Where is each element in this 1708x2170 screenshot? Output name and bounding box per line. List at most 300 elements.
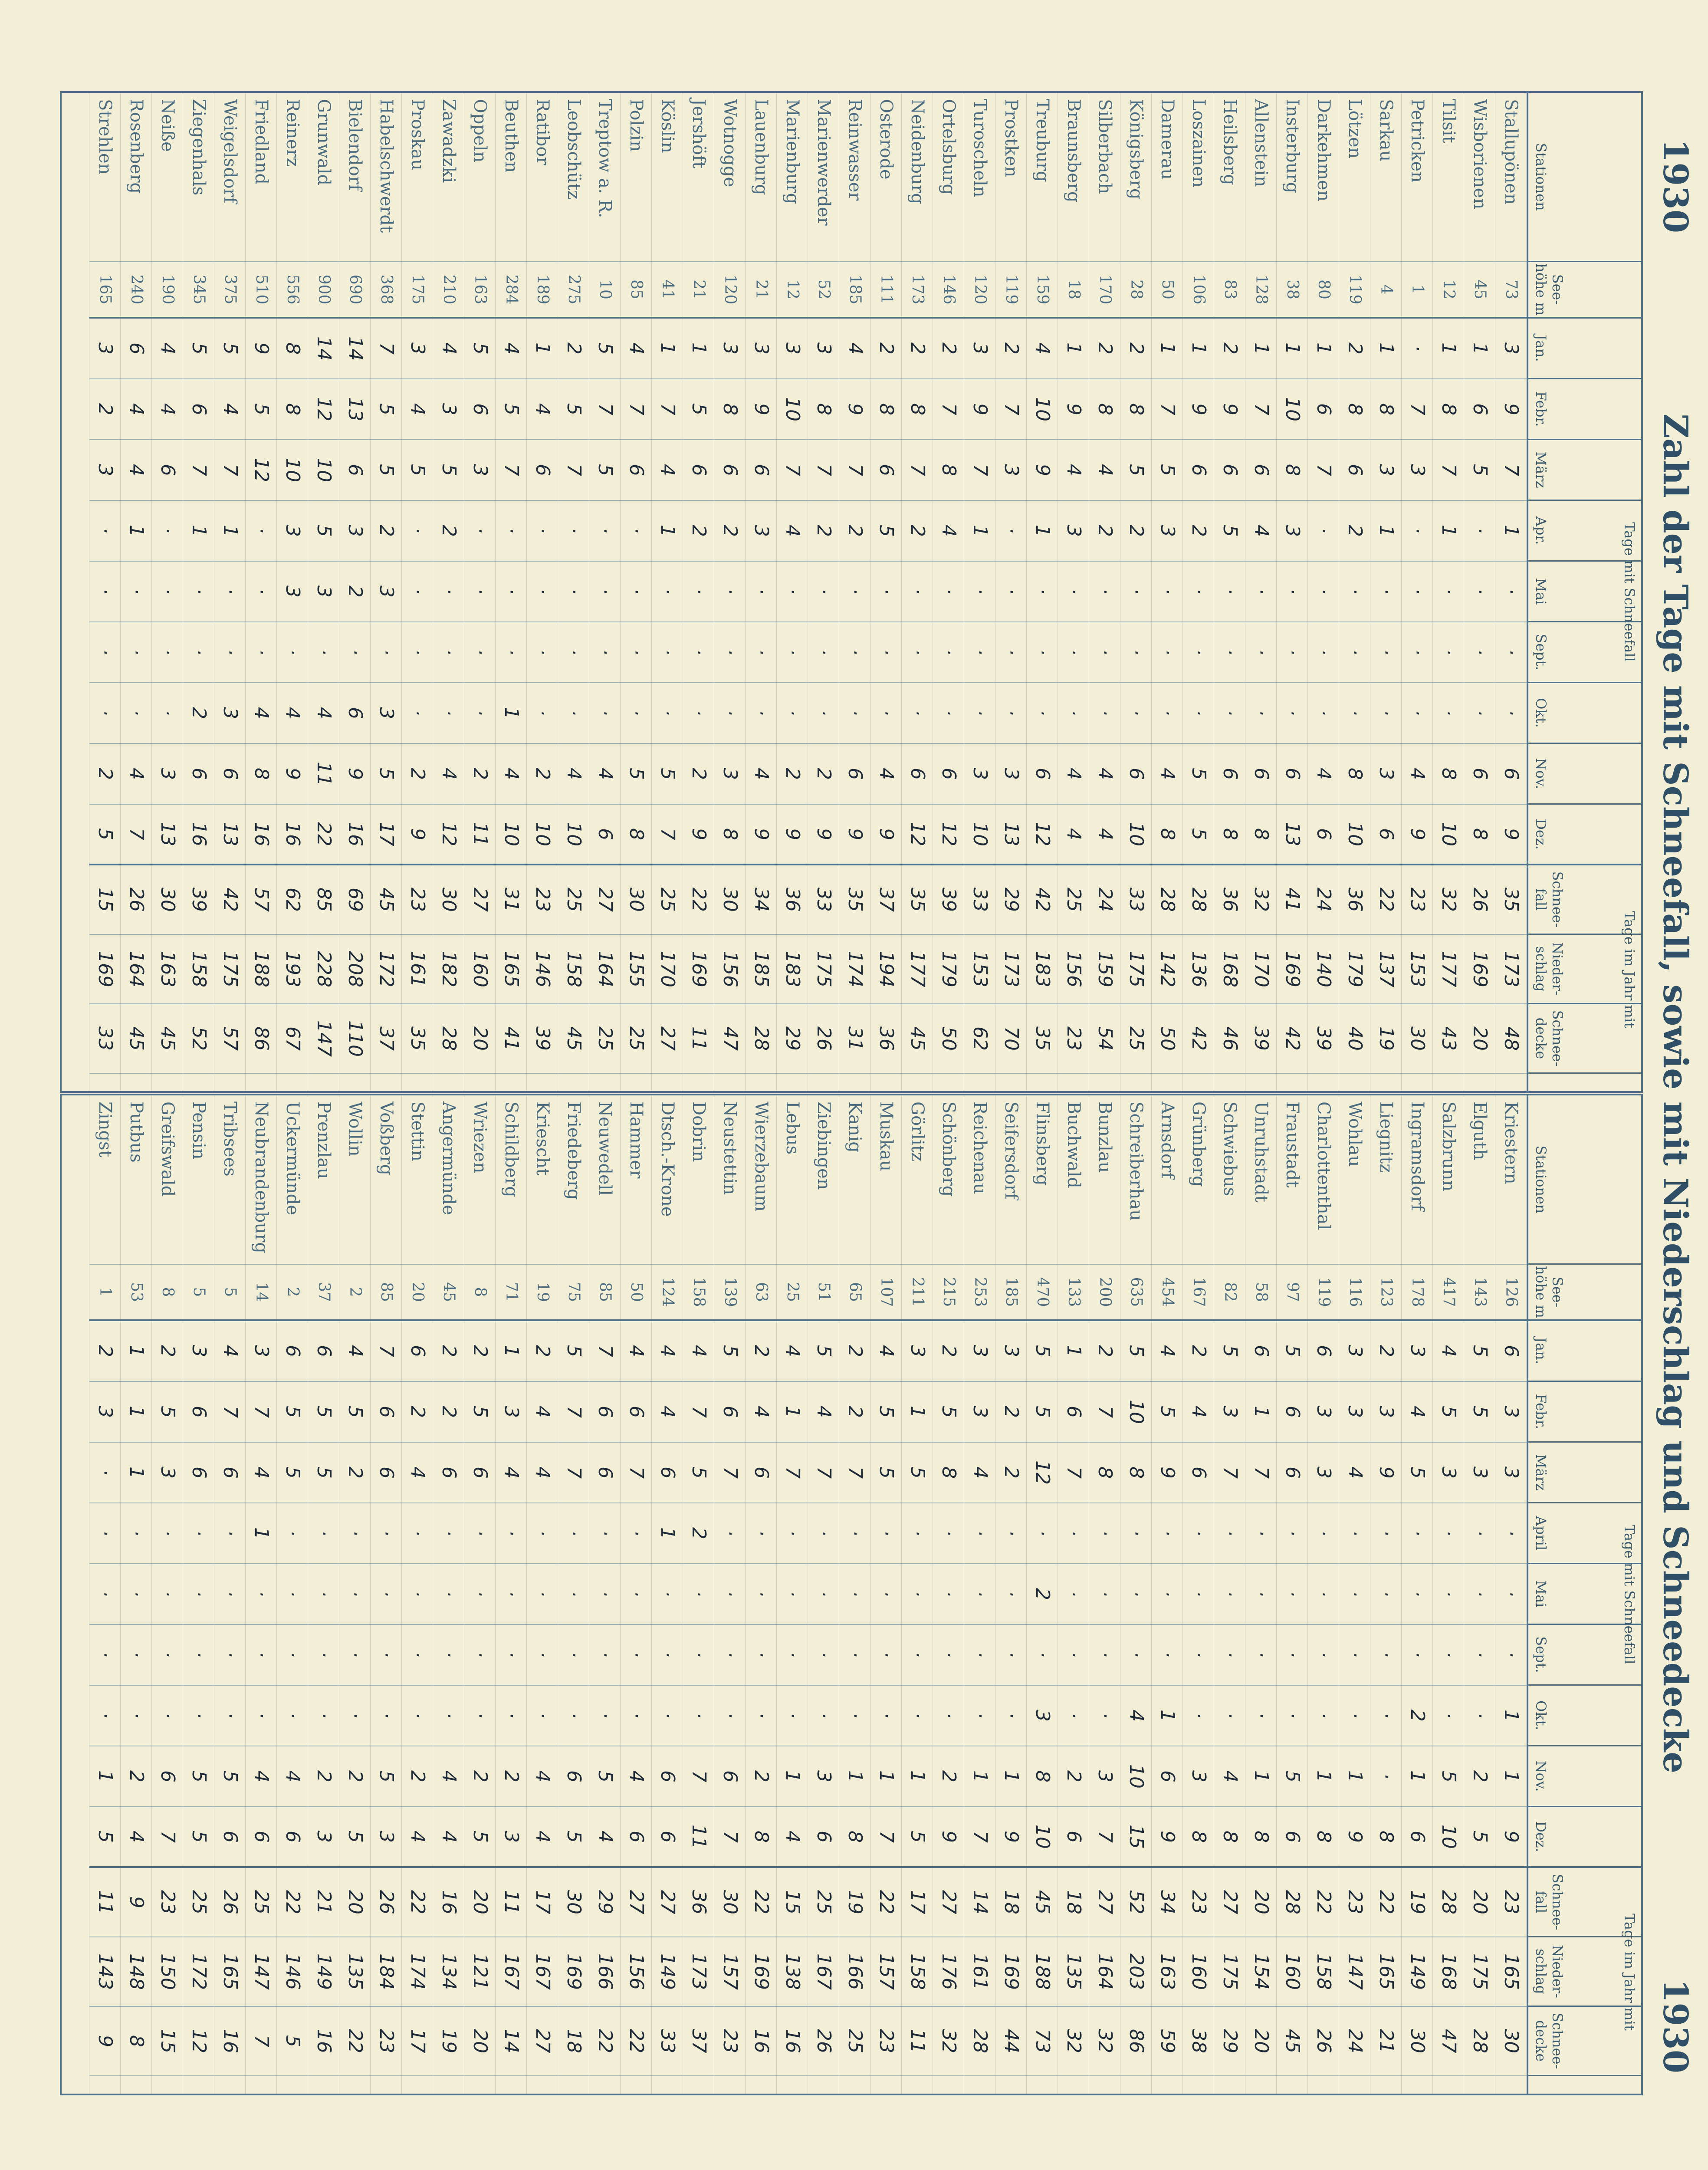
table-row (683, 93, 714, 1091)
value-cell: · (1089, 1564, 1120, 1625)
value-cell: 169 (89, 935, 121, 1004)
station-name: Braunsberg (1058, 93, 1089, 262)
table-row (183, 93, 214, 1091)
value-cell: 62 (277, 865, 308, 935)
value-cell: 1 (652, 319, 683, 379)
altitude-cell: 119 (995, 262, 1027, 319)
value-cell: · (527, 501, 558, 562)
value-cell: 6 (1277, 1807, 1308, 1868)
value-cell: · (496, 501, 527, 562)
value-cell: 5 (214, 319, 246, 379)
value-cell: 9 (746, 379, 777, 440)
value-cell: 121 (464, 1937, 496, 2007)
value-cell: 157 (714, 1937, 746, 2007)
value-cell: · (308, 622, 339, 683)
value-cell: 4 (1214, 1746, 1245, 1807)
value-cell: 45 (558, 1004, 589, 1074)
value-cell: 3 (183, 1321, 214, 1382)
table-row (714, 1095, 746, 2094)
value-cell: · (839, 622, 870, 683)
value-cell: · (1058, 1686, 1089, 1746)
value-cell: 6 (1308, 379, 1339, 440)
altitude-cell: 284 (496, 262, 527, 319)
value-cell: · (808, 562, 839, 622)
value-cell: · (808, 1625, 839, 1686)
value-cell: · (1464, 1503, 1495, 1564)
value-cell: · (246, 622, 277, 683)
value-cell: · (121, 1686, 152, 1746)
table-row (651, 93, 683, 1091)
value-cell: 30 (714, 1868, 746, 1937)
value-cell: 6 (1183, 440, 1214, 501)
value-cell: · (464, 1625, 496, 1686)
value-cell: 6 (1245, 744, 1277, 805)
value-cell: 28 (964, 2007, 995, 2076)
value-cell: · (1089, 622, 1120, 683)
value-cell: 1 (1245, 319, 1277, 379)
column-header-label: Schnee-fall (1533, 1874, 1566, 1930)
value-cell: 2 (933, 319, 964, 379)
value-cell: 2 (121, 1746, 152, 1807)
value-cell: 5 (89, 1807, 121, 1868)
column-header-label: See-höhe m (1533, 1266, 1566, 1318)
value-cell: 7 (371, 1321, 402, 1382)
station-name: Reichenau (964, 1095, 995, 1265)
value-cell: · (402, 1686, 433, 1746)
value-cell: · (464, 1686, 496, 1746)
value-cell: 169 (746, 1937, 777, 2007)
value-cell: · (746, 1625, 777, 1686)
value-cell: 5 (558, 1321, 589, 1382)
value-cell: 4 (527, 379, 558, 440)
value-cell: 9 (121, 1868, 152, 1937)
value-cell: 2 (339, 562, 371, 622)
station-name: Zawadzki (433, 93, 464, 262)
value-cell: 4 (527, 1807, 558, 1868)
value-cell: 6 (464, 379, 496, 440)
station-name: Stallupönen (1495, 93, 1527, 262)
value-cell: 8 (1120, 379, 1152, 440)
value-cell: 12 (433, 805, 464, 865)
station-name: Neiße (152, 93, 183, 262)
value-cell: 4 (433, 1746, 464, 1807)
value-cell: 150 (152, 1937, 183, 2007)
value-cell: 12 (1027, 805, 1058, 865)
value-cell: · (183, 562, 214, 622)
value-cell: · (777, 683, 808, 744)
value-cell: 32 (1089, 2007, 1120, 2076)
value-cell: 7 (1214, 1443, 1245, 1503)
value-cell: 185 (746, 935, 777, 1004)
value-cell: 5 (1214, 1321, 1245, 1382)
station-name: Lauenburg (746, 93, 777, 262)
station-name: Neustettin (714, 1095, 746, 1265)
value-cell: 7 (964, 440, 995, 501)
table-row (89, 1095, 121, 2094)
station-name: Grunwald (308, 93, 339, 262)
value-cell: · (1245, 1564, 1277, 1625)
value-cell: · (995, 1625, 1027, 1686)
value-cell: 3 (277, 501, 308, 562)
value-cell: 5 (1277, 1746, 1308, 1807)
value-cell: 21 (1370, 2007, 1402, 2076)
value-cell: · (433, 1686, 464, 1746)
group-header-monthly: Tage mit Schneefall (1621, 522, 1638, 662)
value-cell: 10 (1027, 379, 1058, 440)
station-name: Neidenburg (902, 93, 933, 262)
value-cell: · (1370, 1746, 1402, 1807)
station-name: Kriescht (527, 1095, 558, 1265)
value-cell: 41 (1277, 865, 1308, 935)
table-row (839, 1095, 870, 2094)
station-name: Darkehmen (1308, 93, 1339, 262)
value-cell: 149 (652, 1937, 683, 2007)
value-cell: 6 (1214, 744, 1245, 805)
value-cell: 12 (1027, 1443, 1058, 1503)
value-cell: 4 (121, 1807, 152, 1868)
value-cell: 35 (1495, 865, 1527, 935)
value-cell: 5 (870, 1443, 902, 1503)
altitude-cell: 556 (277, 262, 308, 319)
value-cell: · (464, 1503, 496, 1564)
value-cell: 26 (1464, 865, 1495, 935)
altitude-cell: 200 (1089, 1265, 1120, 1321)
table-row (870, 1095, 902, 2094)
altitude-cell: 170 (1089, 262, 1120, 319)
column-header (1528, 93, 1641, 262)
value-cell: 36 (1339, 865, 1370, 935)
value-cell: 7 (1152, 379, 1183, 440)
value-cell: 27 (589, 865, 621, 935)
station-name: Turoscheln (964, 93, 995, 262)
value-cell: 9 (746, 805, 777, 865)
value-cell: 6 (1183, 1443, 1214, 1503)
value-cell: · (1370, 1625, 1402, 1686)
value-cell: 148 (121, 1937, 152, 2007)
value-cell: 13 (339, 379, 371, 440)
value-cell: 3 (1370, 440, 1402, 501)
value-cell: · (1120, 1625, 1152, 1686)
table-row (1245, 93, 1277, 1091)
value-cell: 110 (339, 1004, 371, 1074)
value-cell: 8 (839, 1807, 870, 1868)
value-cell: 27 (464, 865, 496, 935)
value-cell: 25 (839, 2007, 870, 2076)
value-cell: · (933, 683, 964, 744)
value-cell: 4 (1089, 440, 1120, 501)
value-cell: · (902, 683, 933, 744)
value-cell: 165 (1495, 1937, 1527, 2007)
value-cell: 22 (339, 2007, 371, 2076)
column-header-label: Jan. (1533, 1337, 1549, 1364)
value-cell: 1 (1245, 1382, 1277, 1443)
value-cell: 3 (1152, 501, 1183, 562)
value-cell: 1 (246, 1503, 277, 1564)
table-row (1370, 93, 1402, 1091)
value-cell: 4 (964, 1443, 995, 1503)
column-header (1528, 262, 1641, 319)
value-cell: 2 (527, 744, 558, 805)
value-cell: · (1245, 562, 1277, 622)
value-cell: 6 (214, 1443, 246, 1503)
value-cell: 2 (402, 1382, 433, 1443)
value-cell: 1 (1152, 319, 1183, 379)
value-cell: · (589, 622, 621, 683)
value-cell: 59 (1152, 2007, 1183, 2076)
value-cell: 52 (183, 1004, 214, 1074)
value-cell: · (1433, 562, 1464, 622)
station-name: Salzbrunn (1433, 1095, 1464, 1265)
value-cell: 2 (808, 744, 839, 805)
value-cell: 3 (964, 744, 995, 805)
value-cell: 5 (183, 319, 214, 379)
group-header-annual: Tage im Jahr mit (1621, 911, 1638, 1028)
value-cell: 11 (308, 744, 339, 805)
value-cell: 22 (1308, 1868, 1339, 1937)
value-cell: 3 (1464, 1443, 1495, 1503)
value-cell: 23 (1339, 1868, 1370, 1937)
value-cell: 4 (746, 1382, 777, 1443)
altitude-cell: 123 (1370, 1265, 1402, 1321)
value-cell: 45 (121, 1004, 152, 1074)
column-header-label: April (1533, 1516, 1549, 1551)
table-row (151, 93, 183, 1091)
value-cell: 85 (308, 865, 339, 935)
value-cell: 42 (1277, 1004, 1308, 1074)
value-cell: 6 (402, 1321, 433, 1382)
value-cell: · (683, 683, 714, 744)
value-cell: 5 (558, 379, 589, 440)
value-cell: 23 (371, 2007, 402, 2076)
value-cell: 11 (683, 1004, 714, 1074)
station-name: Hammer (621, 1095, 652, 1265)
value-cell: 22 (1370, 1868, 1402, 1937)
value-cell: 25 (558, 865, 589, 935)
altitude-cell: 82 (1214, 1265, 1245, 1321)
value-cell: 7 (1433, 440, 1464, 501)
value-cell: 7 (1089, 1807, 1120, 1868)
value-cell: 1 (1433, 501, 1464, 562)
value-cell: 5 (214, 1746, 246, 1807)
station-name: Kriestern (1495, 1095, 1527, 1265)
year-label-left: 1930 (1655, 139, 1695, 233)
value-cell: 2 (496, 1746, 527, 1807)
station-name: Petricken (1402, 93, 1433, 262)
value-cell: 167 (496, 1937, 527, 2007)
value-cell: 7 (214, 440, 246, 501)
value-cell: 2 (89, 379, 121, 440)
value-cell: · (1277, 1503, 1308, 1564)
value-cell: 17 (371, 805, 402, 865)
value-cell: 3 (152, 1443, 183, 1503)
value-cell: · (1308, 1625, 1339, 1686)
altitude-cell: 65 (839, 1265, 870, 1321)
value-cell: 27 (652, 1868, 683, 1937)
altitude-cell: 8 (464, 1265, 496, 1321)
value-cell: 25 (621, 1004, 652, 1074)
altitude-cell: 133 (1058, 1265, 1089, 1321)
value-cell: 3 (371, 562, 402, 622)
value-cell: · (89, 501, 121, 562)
value-cell: 8 (1245, 805, 1277, 865)
value-cell: 4 (152, 319, 183, 379)
value-cell: 169 (995, 1937, 1027, 2007)
station-name: Muskau (870, 1095, 902, 1265)
value-cell: · (121, 562, 152, 622)
table-row (464, 1095, 496, 2094)
value-cell: · (714, 1564, 746, 1625)
value-cell: · (995, 683, 1027, 744)
value-cell: 12 (308, 379, 339, 440)
value-cell: 22 (1370, 865, 1402, 935)
altitude-cell: 167 (1183, 1265, 1214, 1321)
value-cell: 5 (714, 1321, 746, 1382)
value-cell: 4 (1120, 1686, 1152, 1746)
value-cell: · (1433, 1625, 1464, 1686)
value-cell: · (152, 1625, 183, 1686)
value-cell: 3 (1339, 1321, 1370, 1382)
value-cell: 6 (183, 1443, 214, 1503)
table-row (776, 93, 808, 1091)
value-cell: 8 (1214, 1807, 1245, 1868)
station-name: Dobrin (683, 1095, 714, 1265)
value-cell: 8 (1433, 744, 1464, 805)
value-cell: 6 (183, 379, 214, 440)
column-header-label: Dez. (1533, 819, 1549, 850)
station-name: Voßberg (371, 1095, 402, 1265)
column-header-label: März (1533, 451, 1549, 488)
value-cell: 156 (1058, 935, 1089, 1004)
station-name: Elguth (1464, 1095, 1495, 1265)
value-cell: 155 (621, 935, 652, 1004)
value-cell: · (1370, 1503, 1402, 1564)
value-cell: · (121, 1564, 152, 1625)
value-cell: 4 (1339, 1443, 1370, 1503)
value-cell: 6 (433, 1443, 464, 1503)
value-cell: 1 (777, 1382, 808, 1443)
value-cell: 47 (1433, 2007, 1464, 2076)
value-cell: · (589, 562, 621, 622)
station-name: Silberbach (1089, 93, 1120, 262)
value-cell: 6 (214, 744, 246, 805)
value-cell: 6 (1245, 1321, 1277, 1382)
value-cell: 16 (183, 805, 214, 865)
value-cell: 5 (464, 1807, 496, 1868)
altitude-cell: 52 (808, 262, 839, 319)
value-cell: 26 (214, 1868, 246, 1937)
value-cell: 28 (746, 1004, 777, 1074)
value-cell: · (1245, 683, 1277, 744)
value-cell: 4 (621, 1746, 652, 1807)
value-cell: 3 (714, 744, 746, 805)
table-row (183, 1095, 214, 2094)
value-cell: 176 (933, 1937, 964, 2007)
value-cell: 28 (1152, 865, 1183, 935)
value-cell: · (89, 622, 121, 683)
value-cell: 1 (683, 319, 714, 379)
value-cell: · (964, 622, 995, 683)
value-cell: 32 (933, 2007, 964, 2076)
value-cell: 4 (1027, 319, 1058, 379)
altitude-cell: 900 (308, 262, 339, 319)
value-cell: · (652, 1564, 683, 1625)
value-cell: · (214, 1686, 246, 1746)
value-cell: 3 (777, 319, 808, 379)
value-cell: 14 (308, 319, 339, 379)
value-cell: 2 (808, 501, 839, 562)
value-cell: 5 (277, 1382, 308, 1443)
station-name: Habelschwerdt (371, 93, 402, 262)
table-row (1339, 93, 1370, 1091)
value-cell: · (1089, 1625, 1120, 1686)
altitude-cell: 80 (1308, 262, 1339, 319)
value-cell: 154 (1245, 1937, 1277, 2007)
value-cell: · (277, 1686, 308, 1746)
value-cell: 36 (683, 1868, 714, 1937)
value-cell: 167 (808, 1937, 839, 2007)
table-row (870, 93, 902, 1091)
value-cell: 4 (402, 1807, 433, 1868)
value-cell: 5 (1277, 1321, 1308, 1382)
value-cell: 10 (527, 805, 558, 865)
value-cell: 9 (246, 319, 277, 379)
station-name: Polzin (621, 93, 652, 262)
value-cell: · (152, 501, 183, 562)
value-cell: 3 (1402, 440, 1433, 501)
station-name: Proskau (402, 93, 433, 262)
value-cell: · (1152, 1625, 1183, 1686)
value-cell: · (183, 1625, 214, 1686)
value-cell: · (558, 562, 589, 622)
value-cell: 5 (1120, 1321, 1152, 1382)
value-cell: · (246, 501, 277, 562)
value-cell: 7 (558, 1443, 589, 1503)
value-cell: · (121, 683, 152, 744)
value-cell: 157 (870, 1937, 902, 2007)
value-cell: 46 (1214, 1004, 1245, 1074)
value-cell: · (1183, 1564, 1214, 1625)
altitude-cell: 128 (1245, 262, 1277, 319)
station-name: Schreiberhau (1120, 1095, 1152, 1265)
value-cell: 39 (1308, 1004, 1339, 1074)
value-cell: 19 (1370, 1004, 1402, 1074)
column-header-label: See-höhe m (1533, 263, 1566, 316)
value-cell: 2 (339, 1746, 371, 1807)
value-cell: 8 (933, 440, 964, 501)
altitude-cell: 275 (558, 262, 589, 319)
value-cell: 174 (402, 1937, 433, 2007)
value-cell: 11 (496, 1868, 527, 1937)
value-cell: 4 (1089, 805, 1120, 865)
value-cell: · (339, 1503, 371, 1564)
value-cell: 158 (902, 1937, 933, 2007)
value-cell: 3 (995, 1321, 1027, 1382)
value-cell: · (1308, 683, 1339, 744)
value-cell: 7 (652, 379, 683, 440)
value-cell: 22 (308, 805, 339, 865)
value-cell: 3 (1433, 1443, 1464, 1503)
value-cell: · (589, 1625, 621, 1686)
value-cell: 8 (933, 1443, 964, 1503)
value-cell: 35 (902, 865, 933, 935)
value-cell: 2 (1027, 1564, 1058, 1625)
value-cell: 25 (1120, 1004, 1152, 1074)
station-name: Unruhstadt (1245, 1095, 1277, 1265)
value-cell: 8 (1277, 440, 1308, 501)
altitude-cell: 19 (527, 1265, 558, 1321)
altitude-cell: 175 (402, 262, 433, 319)
value-cell: · (1058, 622, 1089, 683)
